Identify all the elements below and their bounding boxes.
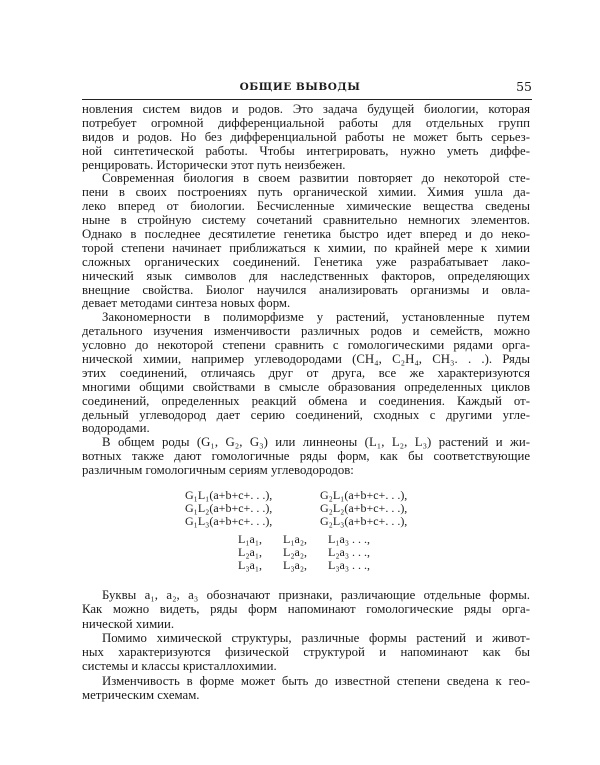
formula-line: L₁a₁, [238, 532, 263, 546]
paragraph [82, 311, 530, 436]
page-number: 55 [516, 79, 532, 94]
text-line: ных характеризуются физической структурой и напоминают как бы [82, 645, 530, 660]
formula-block-2-col3 [328, 533, 370, 572]
text-line: Буквы a₁, a₂, a₃ обозначают признаки, различающие отдельные формы. [102, 588, 530, 602]
text-line: новления систем видов и родов. Это задача будущей биологии, которая [82, 103, 530, 116]
formula-line: G₁L₁(a+b+c+. . .), [185, 488, 273, 502]
text-line: системы и классы кристаллохимии. [82, 659, 277, 674]
formula-line: L₂a₁, [238, 545, 263, 559]
text-line: нической химии. [82, 616, 175, 631]
header-rule [82, 99, 532, 100]
text-line: соединений, определенных реакций обмена и соединения. Каждый от- [82, 394, 530, 408]
formula-block-2-col2 [283, 533, 307, 572]
text-line: В общем роды (G₁, G₂, G₃) или линнеоны (L₁, L₂, L₃) растений и жи- [102, 436, 530, 450]
formula-block-2-col1 [238, 533, 262, 572]
formula-line: G₂L₃(a+b+c+. . .), [320, 514, 408, 528]
text-line: ренцировать. Исторически этот путь неизбежен. [82, 158, 346, 172]
text-line: этих соединений, отличаясь друг от друга, все же характеризуются [82, 366, 530, 380]
formula-line: L₂a₃ . . ., [328, 545, 371, 559]
text-line: Современная биология в своем развитии повторяет до некоторой сте- [102, 172, 530, 186]
text-line: детального изучения изменчивости различных родов и семейств, можно [82, 325, 530, 339]
formula-line: L₃a₁, [238, 558, 263, 572]
text-line: нический язык символов для наследственных факторов, определяющих [82, 269, 530, 283]
paragraph [82, 436, 530, 478]
text-line: леко вперед от биологии. Бесчисленные химические вещества сведены [82, 200, 530, 214]
formula-line: G₁L₂(a+b+c+. . .), [185, 501, 273, 515]
text-line: торой степени начинает приближаться к химии, по крайней мере к химии [82, 241, 530, 255]
formula-line: L₁a₃ . . ., [328, 532, 371, 546]
formula-line: L₃a₃ . . ., [328, 558, 371, 572]
formula-line: G₂L₂(a+b+c+. . .), [320, 501, 408, 515]
formula-line: G₂L₁(a+b+c+. . .), [320, 488, 408, 502]
text-line: ныне в стройную систему сочетаний сравнительно немногих элементов. [82, 214, 530, 228]
text-line: условно до некоторой степени сравнить с гомологическими рядами орга- [82, 339, 530, 353]
text-line: вотных также дают гомологичные ряды форм, как бы соответствующие [82, 450, 530, 464]
running-header-title: ОБЩИЕ ВЫВОДЫ [239, 81, 361, 93]
text-line: Изменчивость в форме может быть до известной степени сведена к гео- [102, 673, 530, 688]
body-text-top [82, 103, 530, 478]
paragraph [82, 631, 530, 674]
text-line: Помимо химической структуры, различные формы растений и живот- [102, 630, 530, 645]
text-line: метрическим схемам. [82, 688, 200, 703]
text-line: сложных органических соединений. Генетика уже разрабатывает лако- [82, 255, 530, 269]
text-line: Однако в последнее десятилетие генетика быстро идет вперед и до неко- [82, 228, 530, 242]
formula-block-1-right [320, 489, 407, 528]
text-line: дельный углеводород дает серию соединений, сходных с другими угле- [82, 408, 530, 422]
formula-line: L₁a₂, [283, 532, 308, 546]
formula-line: L₂a₂, [283, 545, 308, 559]
text-line: внещние свойства. Биолог научился анализировать организмы и овла- [82, 283, 530, 297]
formula-line: G₁L₃(a+b+c+. . .), [185, 514, 273, 528]
formula-line: L₃a₂, [283, 558, 308, 572]
text-line: нической химии, например углеводородами (CH₄, C₂H₄, CH₃. . .). Ряды [82, 353, 530, 367]
text-line: Как можно видеть, ряды форм напоминают гомологические ряды орга- [82, 602, 530, 617]
text-line: видов и родов. Но без дифференциальной работы не может быть серьез- [82, 130, 530, 144]
text-line: девает методами синтеза новых форм. [82, 297, 291, 311]
text-line: водородами. [82, 422, 150, 436]
text-line: различным гомологичным сериям углеводородов: [82, 464, 354, 478]
paragraph [82, 172, 530, 311]
paragraph [82, 588, 530, 631]
text-line: Закономерности в полиморфизме у растений, установленные путем [102, 311, 530, 325]
text-line: пени в своих построениях путь органической химии. Химия ушла да- [82, 186, 530, 200]
text-line: ной синтетической работы. Чтобы интегрировать, нужно уметь диффе- [82, 144, 530, 158]
text-line: потребует огромной дифференциальной работы для отдельных групп [82, 116, 530, 130]
text-line: многими общими свойствами в смысле образования определенных циклов [82, 380, 530, 394]
paragraph [82, 674, 530, 703]
body-text-bottom [82, 588, 530, 702]
paragraph [82, 103, 530, 172]
formula-block-1-left [185, 489, 272, 528]
